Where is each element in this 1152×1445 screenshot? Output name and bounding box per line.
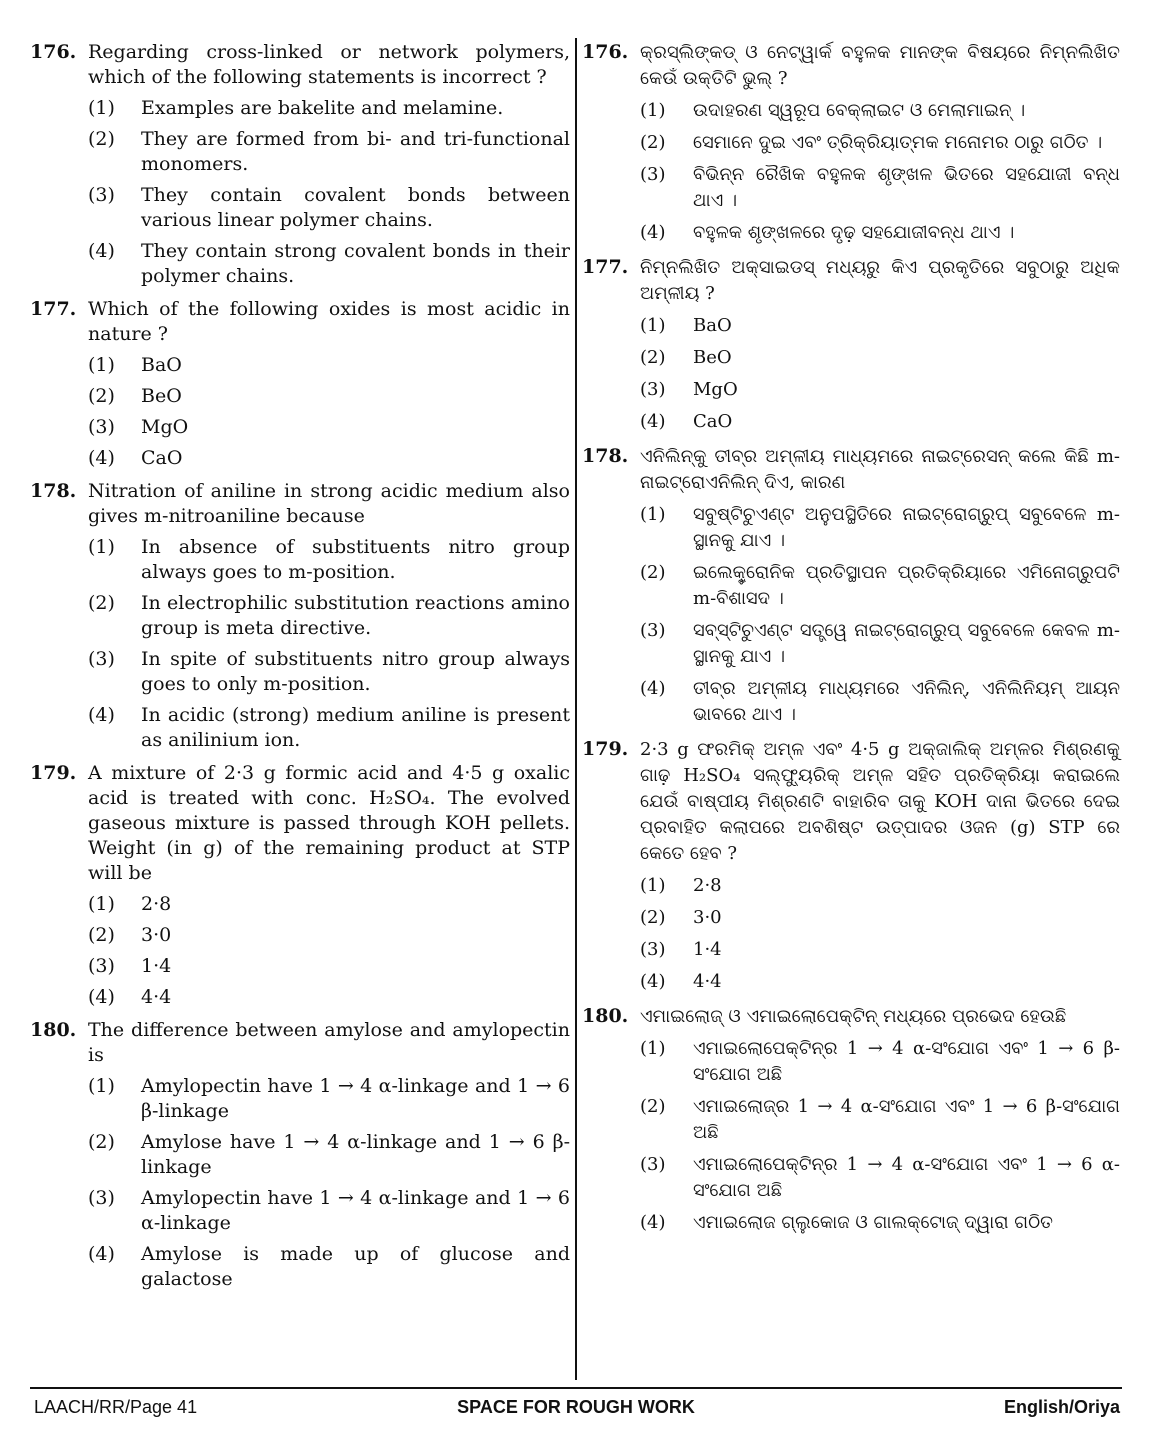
option-number: (4) bbox=[88, 704, 115, 726]
option-text: Amylose is made up of glucose and galactose bbox=[141, 1243, 570, 1290]
option-text: 2·8 bbox=[141, 893, 172, 915]
option-text: ଏମାଇଲୋଜ ଗ୍ଲୁକୋଜ ଓ ଗାଲକ୍‌ଟୋଜ୍‌ ଦ୍ୱାରା ଗଠିତ bbox=[693, 1212, 1053, 1233]
option-text: CaO bbox=[693, 411, 733, 432]
question-number: 180. bbox=[30, 1019, 77, 1041]
option-4 bbox=[640, 220, 1120, 246]
option-number: (3) bbox=[640, 939, 666, 960]
question-stem: A mixture of 2·3 g formic acid and 4·5 g oxalic acid is treated with conc. H₂SO₄. The evolved gaseous mixture is passed through KOH pellets. Weight (in g) of the remaining product at STP will be bbox=[88, 762, 570, 884]
option-number: (3) bbox=[640, 620, 666, 641]
option-1 bbox=[88, 353, 570, 378]
option-3 bbox=[640, 162, 1120, 214]
option-number: (2) bbox=[88, 592, 115, 614]
option-text: ଇଲେକ୍ଟ୍ରୋନିକ ପ୍ରତିସ୍ଥାପନ ପ୍ରତିକ୍ରିୟାରେ ଏମିନୋଗ୍ରୁପଟି m-ବିଶାସଦ । bbox=[693, 562, 1120, 609]
option-text: Amylose have 1 → 4 α-linkage and 1 → 6 β-linkage bbox=[141, 1131, 570, 1178]
question-stem: ଏନିଲିନ୍‌କୁ ତୀବ୍ର ଅମ୍ଳୀୟ ମାଧ୍ୟମରେ ନାଇଟ୍ରେସନ୍‌ କଲେ କିଛି m-ନାଇଟ୍ରୋଏନିଲିନ୍‌ ଦିଏ, କାରଣ bbox=[640, 446, 1120, 493]
option-number: (4) bbox=[640, 678, 666, 699]
option-text: 1·4 bbox=[693, 939, 722, 960]
option-number: (4) bbox=[640, 411, 666, 432]
option-number: (2) bbox=[88, 1131, 115, 1153]
option-4 bbox=[640, 409, 1120, 435]
english-column bbox=[30, 40, 570, 1300]
option-1 bbox=[88, 96, 570, 121]
question-179 bbox=[582, 737, 1120, 995]
question-176 bbox=[582, 40, 1120, 246]
question-177 bbox=[582, 255, 1120, 435]
option-4 bbox=[640, 1210, 1120, 1236]
option-number: (4) bbox=[88, 240, 115, 262]
option-2 bbox=[640, 130, 1120, 156]
option-1 bbox=[640, 1036, 1120, 1088]
option-3 bbox=[88, 1186, 570, 1236]
question-stem: ନିମ୍ନଲିଖିତ ଅକ୍ସାଇଡସ୍‌ ମଧ୍ୟରୁ କିଏ ପ୍ରକୃତିରେ ସବୁଠାରୁ ଅଧିକ ଅମ୍ଳୀୟ ? bbox=[640, 257, 1120, 304]
option-number: (1) bbox=[88, 893, 115, 915]
question-number: 177. bbox=[30, 298, 77, 320]
option-text: 2·8 bbox=[693, 875, 722, 896]
question-179 bbox=[30, 761, 570, 1010]
option-number: (2) bbox=[88, 385, 115, 407]
option-text: ଏମାଇଲୋଜ୍‌ର 1 → 4 α-ସଂଯୋଗ ଏବଂ 1 → 6 β-ସଂଯୋଗ ଅଛି bbox=[693, 1096, 1120, 1143]
option-4 bbox=[88, 703, 570, 753]
option-1 bbox=[88, 892, 570, 917]
question-number: 179. bbox=[30, 762, 77, 784]
option-number: (2) bbox=[88, 924, 115, 946]
rough-work-label: SPACE FOR ROUGH WORK bbox=[457, 1397, 695, 1417]
option-number: (3) bbox=[88, 955, 115, 977]
question-176 bbox=[30, 40, 570, 289]
column-divider bbox=[575, 38, 577, 1380]
option-1 bbox=[640, 98, 1120, 124]
option-text: In absence of substituents nitro group always goes to m-position. bbox=[141, 536, 570, 583]
option-2 bbox=[88, 127, 570, 177]
question-stem: Nitration of aniline in strong acidic medium also gives m-nitroaniline because bbox=[88, 480, 570, 527]
option-text: ସବୁଷ୍ଟିଚୁଏଣ୍ଟ ଅନୁପସ୍ଥିତିରେ ନାଇଟ୍ରୋଗ୍ରୁପ୍‌ ସବୁବେଳେ m-ସ୍ଥାନକୁ ଯାଏ । bbox=[693, 504, 1120, 551]
option-text: In spite of substituents nitro group always goes to only m-position. bbox=[141, 648, 570, 695]
page-label: LAACH/RR/Page 41 bbox=[34, 1397, 198, 1417]
option-text: 3·0 bbox=[141, 924, 172, 946]
option-text: 3·0 bbox=[693, 907, 722, 928]
option-number: (1) bbox=[640, 315, 666, 336]
option-number: (3) bbox=[640, 164, 666, 185]
option-text: In electrophilic substitution reactions amino group is meta directive. bbox=[141, 592, 570, 639]
option-3 bbox=[640, 1152, 1120, 1204]
option-number: (3) bbox=[640, 1154, 666, 1175]
option-3 bbox=[88, 415, 570, 440]
option-text: BaO bbox=[141, 354, 182, 376]
option-2 bbox=[640, 1094, 1120, 1146]
question-180 bbox=[30, 1018, 570, 1292]
language-label: English/Oriya bbox=[1003, 1397, 1120, 1417]
question-number: 177. bbox=[582, 256, 629, 278]
option-text: They contain strong covalent bonds in their polymer chains. bbox=[141, 240, 570, 287]
option-text: Amylopectin have 1 → 4 α-linkage and 1 → 6 α-linkage bbox=[141, 1187, 570, 1234]
question-stem: Which of the following oxides is most acidic in nature ? bbox=[88, 298, 570, 345]
question-stem: The difference between amylose and amylopectin is bbox=[88, 1019, 570, 1066]
option-3 bbox=[88, 954, 570, 979]
option-text: BeO bbox=[141, 385, 182, 407]
option-text: ଏମାଇଲୋପେକ୍ଟିନ୍‌ର 1 → 4 α-ସଂଯୋଗ ଏବଂ 1 → 6 β-ସଂଯୋଗ ଅଛି bbox=[693, 1038, 1120, 1085]
question-number: 178. bbox=[30, 480, 77, 502]
option-number: (2) bbox=[640, 562, 666, 583]
option-4 bbox=[640, 969, 1120, 995]
question-stem: Regarding cross-linked or network polymers, which of the following statements is incorrect ? bbox=[88, 41, 570, 88]
oriya-column bbox=[582, 40, 1120, 1245]
option-1 bbox=[88, 535, 570, 585]
option-text: In acidic (strong) medium aniline is present as anilinium ion. bbox=[141, 704, 570, 751]
option-1 bbox=[640, 313, 1120, 339]
option-text: They contain covalent bonds between various linear polymer chains. bbox=[141, 184, 570, 231]
option-number: (4) bbox=[88, 447, 115, 469]
option-2 bbox=[88, 591, 570, 641]
option-text: BeO bbox=[693, 347, 732, 368]
option-2 bbox=[88, 384, 570, 409]
option-text: ସବ୍‌ସ୍ଟିଚୁଏଣ୍ଟ ସତ୍ତ୍ୱେ ନାଇଟ୍ରୋଗ୍ରୁପ୍‌ ସବୁବେଳେ କେବଳ m-ସ୍ଥାନକୁ ଯାଏ । bbox=[693, 620, 1120, 667]
question-177 bbox=[30, 297, 570, 471]
option-2 bbox=[88, 1130, 570, 1180]
question-178 bbox=[582, 444, 1120, 728]
option-1 bbox=[640, 502, 1120, 554]
option-4 bbox=[640, 676, 1120, 728]
option-4 bbox=[88, 239, 570, 289]
option-3 bbox=[640, 618, 1120, 670]
option-text: BaO bbox=[693, 315, 732, 336]
footer-rule bbox=[30, 1387, 1122, 1389]
option-number: (2) bbox=[640, 1096, 666, 1117]
option-text: They are formed from bi- and tri-functional monomers. bbox=[141, 128, 570, 175]
option-number: (3) bbox=[88, 184, 115, 206]
option-number: (1) bbox=[88, 536, 115, 558]
option-number: (3) bbox=[88, 1187, 115, 1209]
option-number: (1) bbox=[88, 1075, 115, 1097]
option-text: Examples are bakelite and melamine. bbox=[141, 97, 504, 119]
option-number: (4) bbox=[640, 971, 666, 992]
option-number: (2) bbox=[640, 347, 666, 368]
question-stem: 2·3 g ଫରମିକ୍‌ ଅମ୍ଳ ଏବଂ 4·5 g ଅକ୍‌ଜାଲିକ୍‌ ଅମ୍ଳର ମିଶ୍ରଣକୁ ଗାଢ଼ H₂SO₄ ସଲ୍‌ଫ୍ୟୁରିକ୍‌ ଅମ୍ଳ ସହିତ ପ୍ରତିକ୍ରିୟା କରାଇଲେ ଯେଉଁ ବାଷ୍ପୀୟ ମିଶ୍ରଣଟି ବାହାରିବ ତାକୁ KOH ଦାନା ଭିତରେ ଦେଇ ପ୍ରବାହିତ କଲାପରେ ଅବଶିଷ୍ଟ ଉତ୍ପାଦର ଓଜନ (g) STP ରେ କେତେ ହେବ ? bbox=[640, 739, 1120, 864]
question-178 bbox=[30, 479, 570, 753]
option-number: (1) bbox=[640, 1038, 666, 1059]
option-number: (2) bbox=[640, 907, 666, 928]
option-number: (1) bbox=[88, 97, 115, 119]
option-2 bbox=[640, 345, 1120, 371]
option-text: Amylopectin have 1 → 4 α-linkage and 1 → 6 β-linkage bbox=[141, 1075, 570, 1122]
option-4 bbox=[88, 1242, 570, 1292]
option-3 bbox=[640, 937, 1120, 963]
option-number: (1) bbox=[640, 100, 666, 121]
option-text: ବିଭିନ୍ନ ରୈଖିକ ବହୁଳକ ଶୃଙ୍ଖଳ ଭିତରେ ସହଯୋଜୀ ବନ୍ଧ ଥାଏ । bbox=[693, 164, 1120, 211]
option-number: (1) bbox=[640, 504, 666, 525]
question-stem: ଏମାଇଲୋଜ୍‌ ଓ ଏମାଇଲୋପେକ୍ଟିନ୍‌ ମଧ୍ୟରେ ପ୍ରଭେଦ ହେଉଛି bbox=[640, 1006, 1067, 1027]
option-text: ଉଦାହରଣ ସ୍ୱରୂପ ବେକ୍‌ଲାଇଟ ଓ ମେଲାମାଇନ୍‌ । bbox=[693, 100, 1026, 121]
question-number: 180. bbox=[582, 1005, 629, 1027]
option-text: 4·4 bbox=[693, 971, 722, 992]
option-number: (3) bbox=[88, 648, 115, 670]
option-2 bbox=[640, 560, 1120, 612]
question-stem: କ୍ରସ୍‌ଲିଙ୍କଡ୍‌ ଓ ନେଟ୍‌ୱାର୍କ ବହୁଳକ ମାନଙ୍କ ବିଷୟରେ ନିମ୍ନଲିଖିତ କେଉଁ ଉକ୍ତିଟି ଭୁଲ୍‌ ? bbox=[640, 42, 1120, 89]
question-number: 176. bbox=[30, 41, 77, 63]
option-text: CaO bbox=[141, 447, 183, 469]
option-text: ସେମାନେ ଦୁଇ ଏବଂ ତ୍ରିକ୍ରିୟାତ୍ମକ ମନୋମର ଠାରୁ ଗଠିତ । bbox=[693, 132, 1103, 153]
option-number: (4) bbox=[88, 1243, 115, 1265]
question-180 bbox=[582, 1004, 1120, 1236]
option-1 bbox=[640, 873, 1120, 899]
option-text: ତୀବ୍ର ଅମ୍ଳୀୟ ମାଧ୍ୟମରେ ଏନିଲିନ୍‌, ଏନିଲିନିୟମ୍‌ ଆୟନ ଭାବରେ ଥାଏ । bbox=[693, 678, 1120, 725]
option-number: (4) bbox=[640, 222, 666, 243]
option-number: (3) bbox=[640, 379, 666, 400]
option-text: MgO bbox=[693, 379, 738, 400]
option-number: (3) bbox=[88, 416, 115, 438]
option-4 bbox=[88, 985, 570, 1010]
option-text: ଏମାଇଲୋପେକ୍ଟିନ୍‌ର 1 → 4 α-ସଂଯୋଗ ଏବଂ 1 → 6 α-ସଂଯୋଗ ଅଛି bbox=[693, 1154, 1120, 1201]
option-2 bbox=[640, 905, 1120, 931]
option-3 bbox=[88, 647, 570, 697]
option-number: (1) bbox=[640, 875, 666, 896]
question-number: 179. bbox=[582, 738, 629, 760]
option-text: MgO bbox=[141, 416, 189, 438]
question-number: 176. bbox=[582, 41, 629, 63]
option-3 bbox=[88, 183, 570, 233]
option-number: (4) bbox=[640, 1212, 666, 1233]
option-2 bbox=[88, 923, 570, 948]
option-number: (2) bbox=[640, 132, 666, 153]
option-text: 4·4 bbox=[141, 986, 172, 1008]
question-number: 178. bbox=[582, 445, 629, 467]
option-text: ବହୁଳକ ଶୃଙ୍ଖଳରେ ଦୃଢ଼ ସହଯୋଜୀବନ୍ଧ ଥାଏ । bbox=[693, 222, 1015, 243]
option-4 bbox=[88, 446, 570, 471]
option-number: (2) bbox=[88, 128, 115, 150]
option-1 bbox=[88, 1074, 570, 1124]
option-text: 1·4 bbox=[141, 955, 172, 977]
option-3 bbox=[640, 377, 1120, 403]
option-number: (1) bbox=[88, 354, 115, 376]
option-number: (4) bbox=[88, 986, 115, 1008]
